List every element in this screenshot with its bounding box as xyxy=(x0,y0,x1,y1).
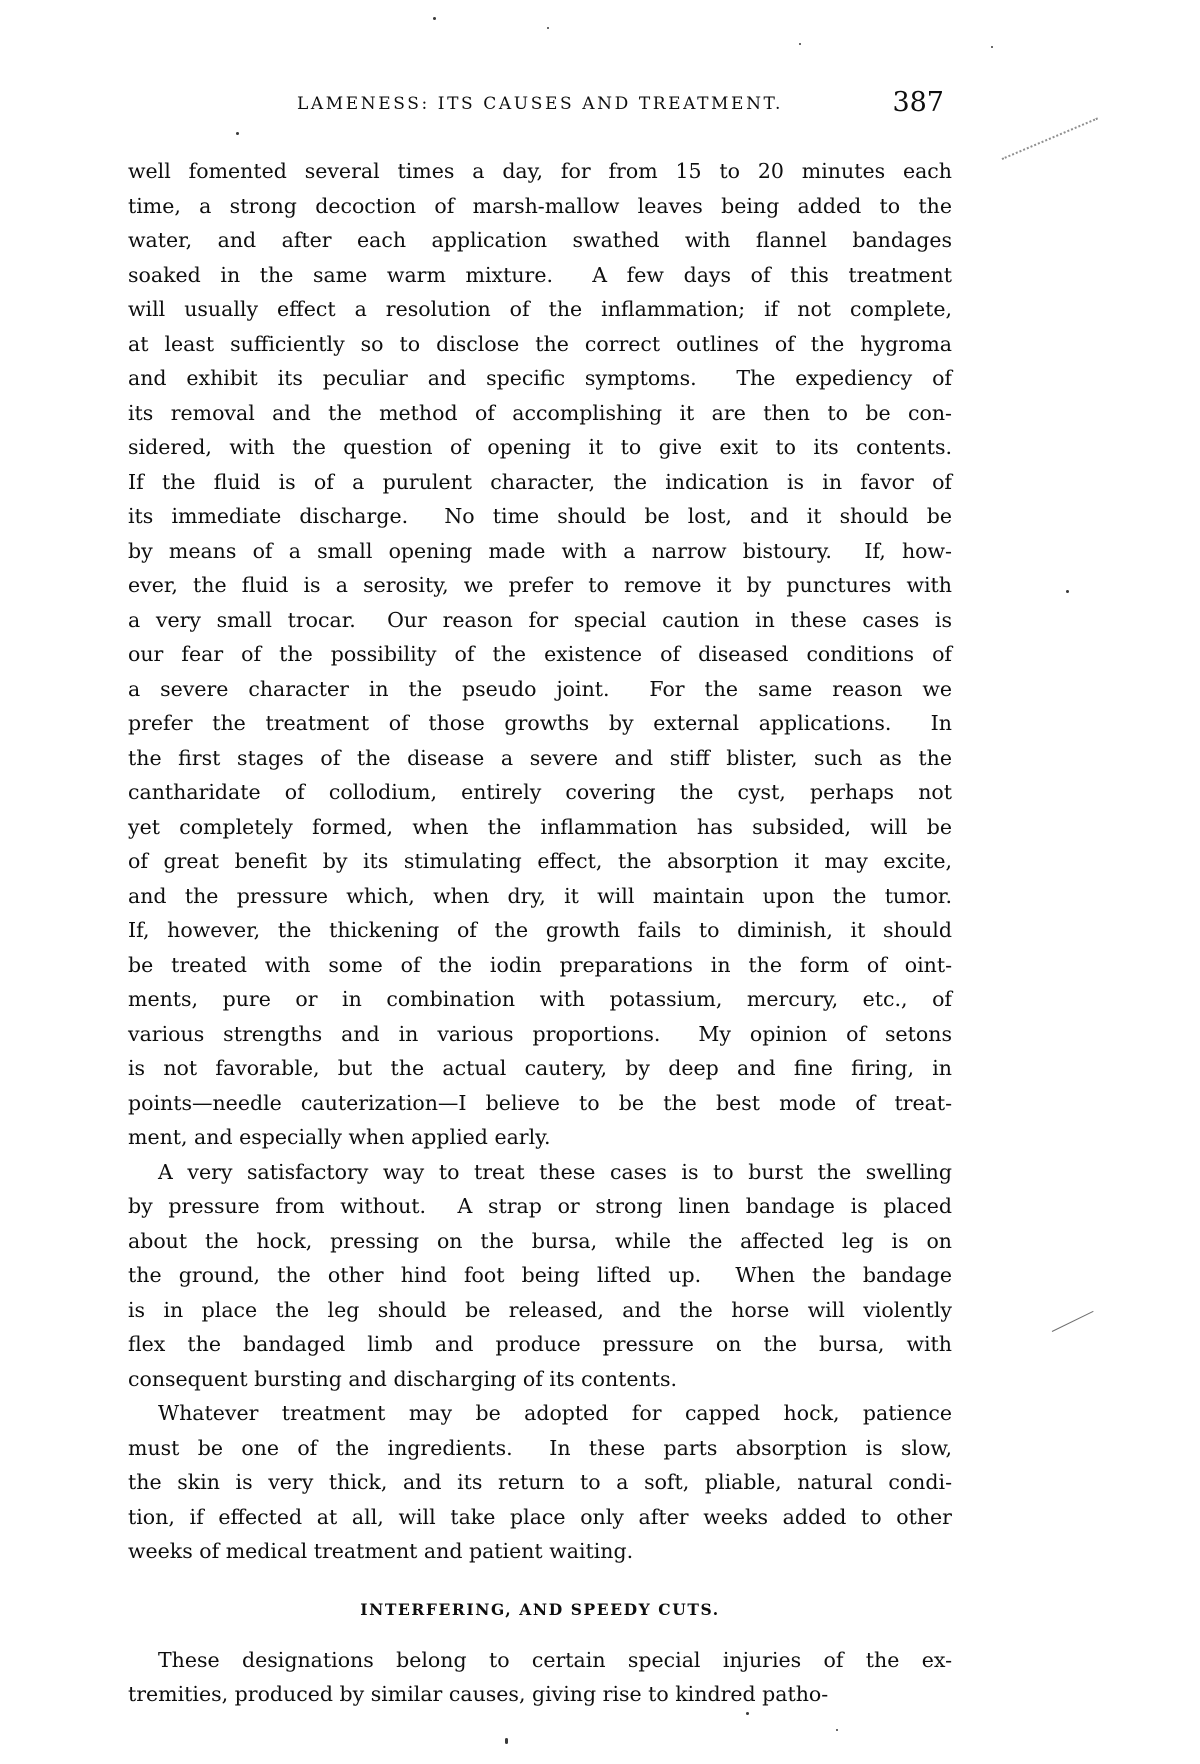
text-line: the skin is very thick, and its return to a soft, pliable, natural condi- xyxy=(128,1470,952,1494)
text-line: by pressure from without. A strap or strong linen bandage is placed xyxy=(128,1194,952,1218)
text-line: well fomented several times a day, for from 15 to 20 minutes each xyxy=(128,159,952,183)
paragraph-capped-hock-treatment xyxy=(128,154,952,1155)
text-line: its removal and the method of accomplishing it are then to be con- xyxy=(128,400,952,425)
paragraph-burst-by-pressure xyxy=(128,1155,952,1397)
text-line: the ground, the other hind foot being lifted up. When the bandage xyxy=(128,1263,952,1287)
text-line: ever, the fluid is a serosity, we prefer to remove it by punctures with xyxy=(128,573,952,597)
text-line: a severe character in the pseudo joint. For the same reason we xyxy=(128,676,952,701)
scan-speck xyxy=(547,27,549,29)
text-block xyxy=(128,154,952,1712)
text-line: consequent bursting and discharging of its contents. xyxy=(128,1366,678,1391)
text-line: If the fluid is of a purulent character, the indication is in favor of xyxy=(128,469,952,494)
text-line: about the hock, pressing on the bursa, while the affected leg is on xyxy=(128,1228,952,1253)
text-line: tremities, produced by similar causes, giving rise to kindred patho- xyxy=(128,1682,829,1706)
text-line: Whatever treatment may be adopted for capped hock, patience xyxy=(158,1401,952,1425)
text-line: the first stages of the disease a severe and stiff blister, such as the xyxy=(128,745,952,770)
text-line: cantharidate of collodium, entirely covering the cyst, perhaps not xyxy=(128,780,952,804)
paragraph-patience xyxy=(128,1396,952,1569)
text-line: a very small trocar. Our reason for special caution in these cases is xyxy=(128,607,952,632)
scan-speck xyxy=(1066,590,1069,593)
text-line: must be one of the ingredients. In these parts absorption is slow, xyxy=(128,1435,952,1460)
text-line: soaked in the same warm mixture. A few days of this treatment xyxy=(128,262,952,287)
text-line: our fear of the possibility of the existence of diseased conditions of xyxy=(128,642,952,666)
text-line: time, a strong decoction of marsh-mallow leaves being added to the xyxy=(128,193,952,218)
page-number: 387 xyxy=(892,87,944,118)
scan-speck xyxy=(505,1738,508,1744)
running-head xyxy=(128,87,952,122)
scan-speck xyxy=(433,17,436,20)
text-line: its immediate discharge. No time should be lost, and it should be xyxy=(128,504,952,528)
text-line: and the pressure which, when dry, it will maintain upon the tumor. xyxy=(128,883,952,908)
text-line: points—needle cauterization—I believe to be the best mode of treat- xyxy=(128,1090,952,1115)
paragraph-interfering-intro xyxy=(128,1643,952,1712)
scan-artifact-dotted-line xyxy=(1002,117,1099,159)
text-line: tion, if effected at all, will take place only after weeks added to other xyxy=(128,1504,952,1529)
text-line: ment, and especially when applied early. xyxy=(128,1125,551,1149)
text-line: If, however, the thickening of the growth fails to diminish, it should xyxy=(128,918,952,942)
scan-speck xyxy=(799,43,801,45)
scan-speck xyxy=(236,132,239,135)
text-line: of great benefit by its stimulating effect, the absorption it may excite, xyxy=(128,849,952,873)
text-line: These designations belong to certain special injuries of the ex- xyxy=(158,1647,952,1672)
text-line: by means of a small opening made with a narrow bistoury. If, how- xyxy=(128,538,952,563)
text-line: is in place the leg should be released, and the horse will violently xyxy=(128,1297,952,1322)
text-line: sidered, with the question of opening it to give exit to its contents. xyxy=(128,435,952,459)
running-head-title: LAMENESS: ITS CAUSES AND TREATMENT. xyxy=(297,94,783,114)
text-line: weeks of medical treatment and patient waiting. xyxy=(128,1539,634,1563)
text-line: and exhibit its peculiar and specific symptoms. The expediency of xyxy=(128,366,952,390)
text-line: will usually effect a resolution of the inflammation; if not complete, xyxy=(128,297,952,321)
text-line: yet completely formed, when the inflammation has subsided, will be xyxy=(128,814,952,839)
text-line: prefer the treatment of those growths by external applications. In xyxy=(128,711,952,735)
text-line: ments, pure or in combination with potassium, mercury, etc., of xyxy=(128,987,952,1011)
text-line: water, and after each application swathed with flannel bandages xyxy=(128,228,952,252)
scan-speck xyxy=(746,1712,749,1715)
text-line: flex the bandaged limb and produce pressure on the bursa, with xyxy=(128,1332,952,1356)
text-line: is not favorable, but the actual cautery, by deep and fine firing, in xyxy=(128,1056,952,1080)
text-line: be treated with some of the iodin preparations in the form of oint- xyxy=(128,952,952,977)
scan-speck xyxy=(836,1729,838,1731)
text-line: various strengths and in various proportions. My opinion of setons xyxy=(128,1021,952,1046)
text-line: A very satisfactory way to treat these cases is to burst the swelling xyxy=(158,1159,952,1184)
scan-artifact-pencil-mark xyxy=(1052,1311,1094,1332)
scan-speck xyxy=(991,46,993,48)
section-heading: INTERFERING, AND SPEEDY CUTS. xyxy=(360,1599,720,1619)
text-line: at least sufficiently so to disclose the correct outlines of the hygroma xyxy=(128,331,952,356)
